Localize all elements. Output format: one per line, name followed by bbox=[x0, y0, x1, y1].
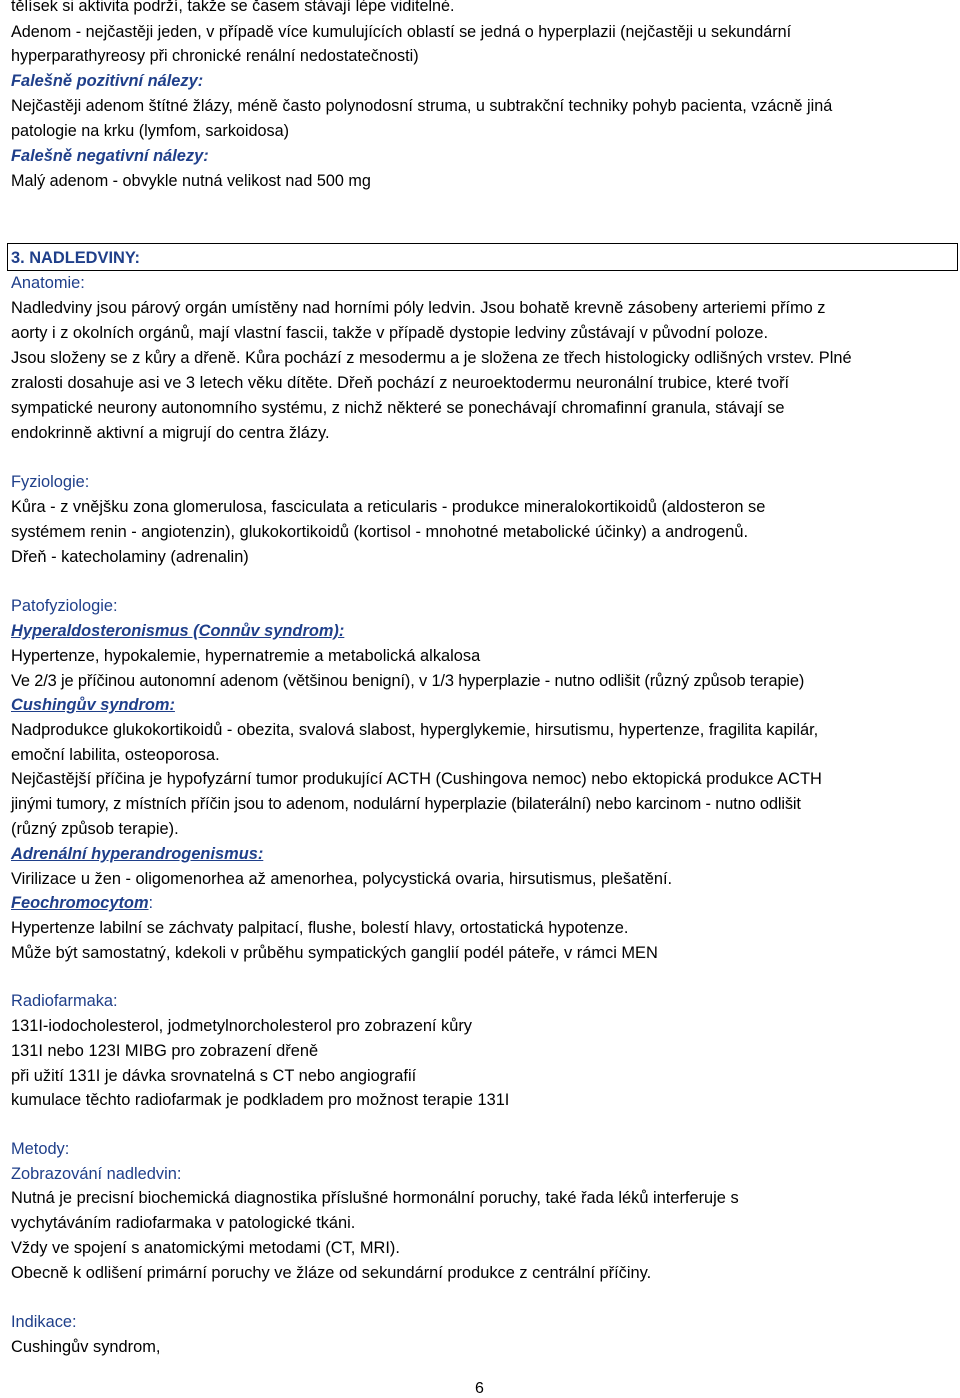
text-line: Adenom - nejčastěji jeden, v případě více kumulujících oblastí se jedná o hyperplazii (nejčastěji u sekundární bbox=[11, 23, 792, 41]
feochromocytom-heading: Feochromocytom bbox=[11, 894, 149, 912]
text-line: aorty i z okolních orgánů, mají vlastní fascii, takže v případě dystopie ledviny zůstávají v původní poloze. bbox=[11, 324, 769, 342]
patofyziologie-heading: Patofyziologie: bbox=[11, 597, 118, 615]
text-line: emoční labilita, osteoporosa. bbox=[11, 746, 220, 764]
text-line: Cushingův syndrom, bbox=[11, 1338, 161, 1356]
text-line: zralosti dosahuje asi ve 3 letech věku dítěte. Dřeň pochází z neuroektodermu neuronální trubice, které tvoří bbox=[11, 374, 790, 392]
text-line: 131I-iodocholesterol, jodmetylnorcholesterol pro zobrazení kůry bbox=[11, 1017, 473, 1035]
text-line: Hypertenze labilní se záchvaty palpitací, flushe, bolestí hlavy, ortostatická hypotenze. bbox=[11, 919, 629, 937]
text-line: Dřeň - katecholaminy (adrenalin) bbox=[11, 548, 249, 566]
fyziologie-heading: Fyziologie: bbox=[11, 473, 90, 491]
text-line: Obecně k odlišení primární poruchy ve žláze od sekundární produkce z centrální příčiny. bbox=[11, 1264, 652, 1282]
text-line: Nutná je precisní biochemická diagnostika příslušné hormonální poruchy, také řada léků interferuje s bbox=[11, 1189, 739, 1207]
text-line: Virilizace u žen - oligomenorhea až amenorhea, polycystická ovaria, hirsutismus, plešatění. bbox=[11, 870, 673, 888]
anatomie-heading: Anatomie: bbox=[11, 274, 85, 292]
text-line: endokrinně aktivní a migrují do centra žlázy. bbox=[11, 424, 330, 442]
false-positive-heading: Falešně pozitivní nálezy: bbox=[11, 72, 204, 90]
text-line: Hypertenze, hypokalemie, hypernatremie a metabolická alkalosa bbox=[11, 647, 481, 665]
text-line: Ve 2/3 je příčinou autonomní adenom (většinou benigní), v 1/3 hyperplazie - nutno odlišit (různý způsob terapie) bbox=[11, 672, 805, 690]
text-line: Nadledviny jsou párový orgán umístěny nad horními póly ledvin. Jsou bohatě krevně zásobeny arteriemi přímo z bbox=[11, 299, 826, 317]
text-line: Vždy ve spojení s anatomickými metodami (CT, MRI). bbox=[11, 1239, 400, 1257]
text-line: hyperparathyreosy při chronické renální nedostatečnosti) bbox=[11, 47, 419, 65]
text-line: Nadprodukce glukokortikoidů - obezita, svalová slabost, hyperglykemie, hirsutismu, hypertenze, fragilita kapilár, bbox=[11, 721, 819, 739]
text-line: sympatické neurony autonomního systému, z nichž některé se ponechávají chromafinní granula, stávají se bbox=[11, 399, 785, 417]
section-title-box bbox=[7, 243, 958, 271]
text-line: Může být samostatný, kdekoli v průběhu sympatických ganglií podél páteře, v rámci MEN bbox=[11, 944, 658, 962]
cushing-heading: Cushingův syndrom: bbox=[11, 696, 175, 714]
false-negative-heading: Falešně negativní nálezy: bbox=[11, 147, 209, 165]
text-line: Nejčastěji adenom štítné žlázy, méně často polynodosní struma, u subtrakční techniky pohyb pacienta, vzácně jiná bbox=[11, 97, 833, 115]
page-number: 6 bbox=[475, 1380, 484, 1397]
indikace-heading: Indikace: bbox=[11, 1313, 77, 1331]
text-line: patologie na krku (lymfom, sarkoidosa) bbox=[11, 122, 290, 140]
text-line: Jsou složeny se z kůry a dřeně. Kůra pochází z mesodermu a je složena ze třech histologicky odlišných vrstev. Plné bbox=[11, 349, 852, 367]
zobrazovani-heading: Zobrazování nadledvin: bbox=[11, 1165, 182, 1183]
text-line: systémem renin - angiotenzin), glukokortikoidů (kortisol - mnohotné metabolické účinky) a androgenů. bbox=[11, 523, 749, 541]
adrenal-hyperandrogenism-heading: Adrenální hyperandrogenismus: bbox=[11, 845, 264, 863]
text-line: Malý adenom - obvykle nutná velikost nad 500 mg bbox=[11, 172, 371, 190]
text-line: jinými tumory, z místních příčin jsou to adenom, nodulární hyperplazie (bilaterální) nebo karcinom - nutno odlišit bbox=[11, 795, 801, 813]
heading-colon: : bbox=[148, 894, 154, 912]
metody-heading: Metody: bbox=[11, 1140, 70, 1158]
text-line: Nejčastější příčina je hypofyzární tumor produkující ACTH (Cushingova nemoc) nebo ektopická produkce ACTH bbox=[11, 770, 822, 788]
hyperaldosteronismus-heading: Hyperaldosteronismus (Connův syndrom): bbox=[11, 622, 345, 640]
text-line: při užití 131I je dávka srovnatelná s CT nebo angiografií bbox=[11, 1067, 417, 1085]
text-line: 131I nebo 123I MIBG pro zobrazení dřeně bbox=[11, 1042, 319, 1060]
text-line: tělísek si aktivita podrží, takže se časem stávají lépe viditelné. bbox=[11, 0, 455, 15]
section-title: 3. NADLEDVINY: bbox=[11, 249, 141, 267]
feochromocytom-heading-row bbox=[11, 895, 153, 911]
text-line: vychytáváním radiofarmaka v patologické tkáni. bbox=[11, 1214, 356, 1232]
text-line: kumulace těchto radiofarmak je podkladem pro možnost terapie 131I bbox=[11, 1091, 510, 1109]
radiofarmaka-heading: Radiofarmaka: bbox=[11, 992, 118, 1010]
text-line: (různý způsob terapie). bbox=[11, 820, 179, 838]
text-line: Kůra - z vnějšku zona glomerulosa, fasciculata a reticularis - produkce mineralokortikoidů (aldosteron se bbox=[11, 498, 766, 516]
